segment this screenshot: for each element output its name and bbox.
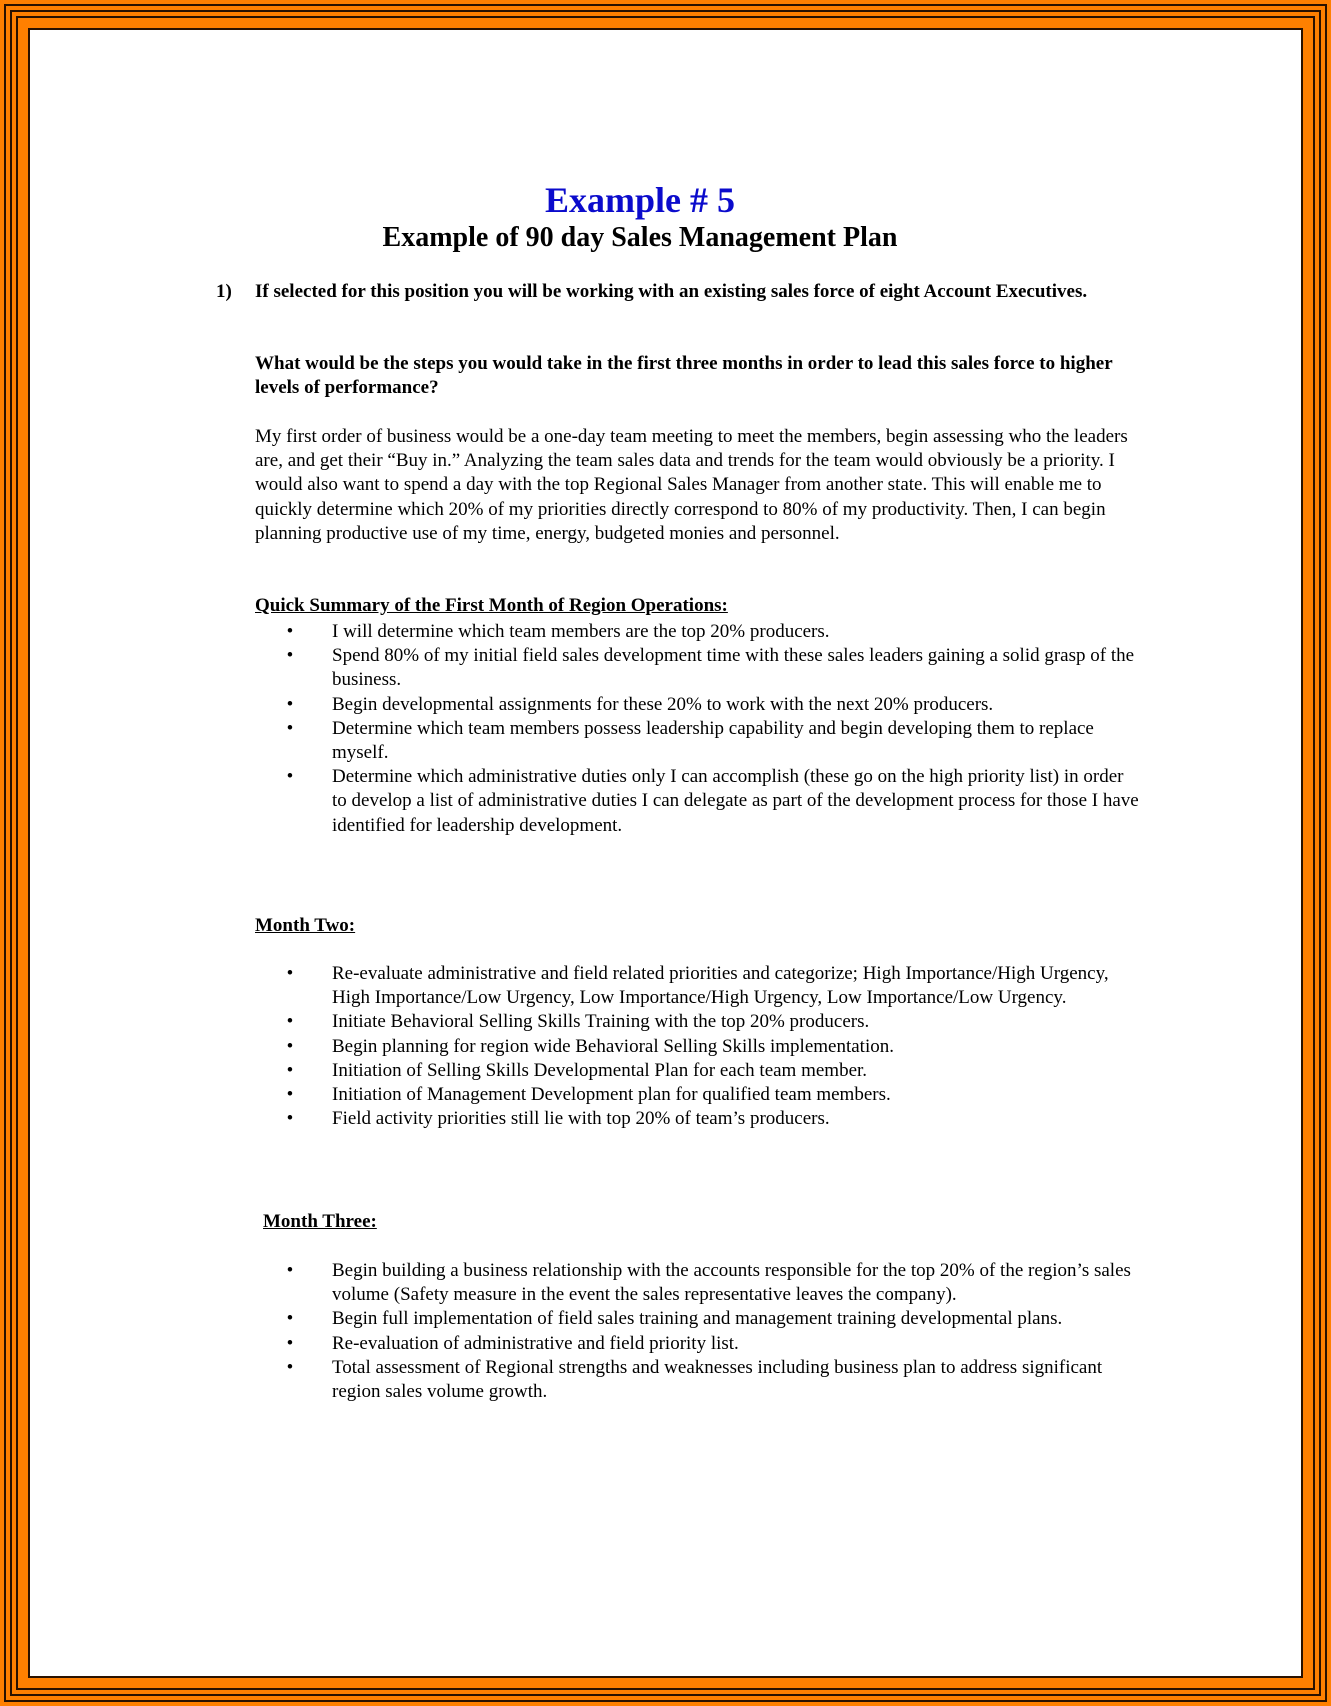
- list-item: [280, 1010, 1140, 1034]
- list-item-text: Total assessment of Regional strengths and weaknesses including business plan to address significant region sales volume growth.: [332, 1356, 1103, 1403]
- bullet-icon: •: [286, 1059, 294, 1081]
- list-item-text: Begin planning for region wide Behavioral Selling Skills implementation.: [332, 1035, 894, 1057]
- list-item: [280, 1035, 1140, 1059]
- bullet-icon: •: [286, 645, 294, 667]
- list-item: [280, 1107, 1140, 1131]
- bullet-icon: •: [286, 1356, 294, 1378]
- list-item: [280, 765, 1140, 838]
- question-number: 1): [216, 281, 232, 302]
- list-item: [280, 1356, 1140, 1404]
- bullet-icon: •: [286, 1035, 294, 1057]
- answer-intro-paragraph: My first order of business would be a one-day team meeting to meet the members, begin assessing who the leaders are, and get their “Buy in.” Analyzing the team sales data and trends for the team would obviously be a priority. I would also want to spend a day with the top Regional Sales Manager from another state. This will enable me to quickly determine which 20% of my priorities directly correspond to 80% of my productivity. Then, I can begin planning productive use of my time, energy, budgeted monies and personnel.: [255, 426, 1128, 544]
- month-two-heading: Month Two:: [255, 915, 356, 936]
- month-three-heading: Month Three:: [263, 1211, 377, 1232]
- bullet-icon: •: [286, 1011, 294, 1033]
- month-one-list: [280, 620, 1140, 838]
- document-title: Example # 5: [544, 180, 735, 220]
- bullet-icon: •: [286, 1308, 294, 1330]
- list-item-text: Determine which team members possess leadership capability and begin developing them to replace myself.: [332, 717, 1094, 764]
- list-item-text: Re-evaluation of administrative and field priority list.: [332, 1332, 739, 1354]
- month-three-list: [280, 1259, 1140, 1404]
- list-item: [280, 717, 1140, 765]
- list-item-text: Re-evaluate administrative and field related priorities and categorize; High Importance/High Urgency, High Importance/Low Urgency, Low Importance/High Urgency, Low Importance/Low Urgency.: [332, 963, 1109, 1009]
- bullet-icon: •: [286, 693, 294, 715]
- list-item-text: Begin developmental assignments for these 20% to work with the next 20% producers.: [332, 693, 994, 715]
- list-item: [280, 1059, 1140, 1083]
- list-item-text: Initiate Behavioral Selling Skills Training with the top 20% producers.: [332, 1011, 870, 1033]
- list-item: [280, 1083, 1140, 1107]
- list-item-text: Determine which administrative duties only I can accomplish (these go on the high priority list) in order to develop a list of administrative duties I can delegate as part of the development process for those I have identified for leadership development.: [332, 766, 1139, 836]
- list-item: [280, 644, 1140, 692]
- document-content: [30, 30, 1305, 1680]
- list-item: [280, 1259, 1140, 1307]
- list-item: [280, 962, 1140, 1010]
- question-part-1: If selected for this position you will be working with an existing sales force of eight Account Executives.: [255, 281, 1088, 302]
- list-item: [280, 1332, 1140, 1356]
- bullet-icon: •: [286, 1332, 294, 1354]
- list-item-text: Initiation of Selling Skills Developmental Plan for each team member.: [332, 1059, 868, 1081]
- document-page: [28, 28, 1303, 1678]
- list-item-text: Begin full implementation of field sales training and management training developmental plans.: [332, 1308, 1063, 1330]
- list-item-text: I will determine which team members are the top 20% producers.: [332, 621, 830, 642]
- bullet-icon: •: [286, 1108, 294, 1130]
- list-item: [280, 693, 1140, 717]
- bullet-icon: •: [286, 963, 294, 984]
- list-item-text: Initiation of Management Development plan for qualified team members.: [332, 1084, 891, 1106]
- list-item-text: Spend 80% of my initial field sales development time with these sales leaders gaining a solid grasp of the business.: [332, 645, 1135, 691]
- list-item-text: Begin building a business relationship with the accounts responsible for the top 20% of the region’s sales volume (Safety measure in the event the sales representative leaves the company).: [332, 1260, 1131, 1306]
- list-item: [280, 1307, 1140, 1331]
- month-two-list: [280, 962, 1140, 1131]
- bullet-icon: •: [286, 766, 294, 788]
- list-item: [280, 620, 1140, 644]
- document-subtitle: Example of 90 day Sales Management Plan: [382, 222, 898, 253]
- bullet-icon: •: [286, 717, 294, 739]
- month-one-heading: Quick Summary of the First Month of Region Operations:: [255, 595, 728, 616]
- bullet-icon: •: [286, 621, 294, 642]
- list-item-text: Field activity priorities still lie with top 20% of team’s producers.: [332, 1108, 830, 1130]
- bullet-icon: •: [286, 1084, 294, 1106]
- question-part-2: What would be the steps you would take in the first three months in order to lead this sales force to higher levels of performance?: [255, 353, 1113, 399]
- bullet-icon: •: [286, 1260, 294, 1281]
